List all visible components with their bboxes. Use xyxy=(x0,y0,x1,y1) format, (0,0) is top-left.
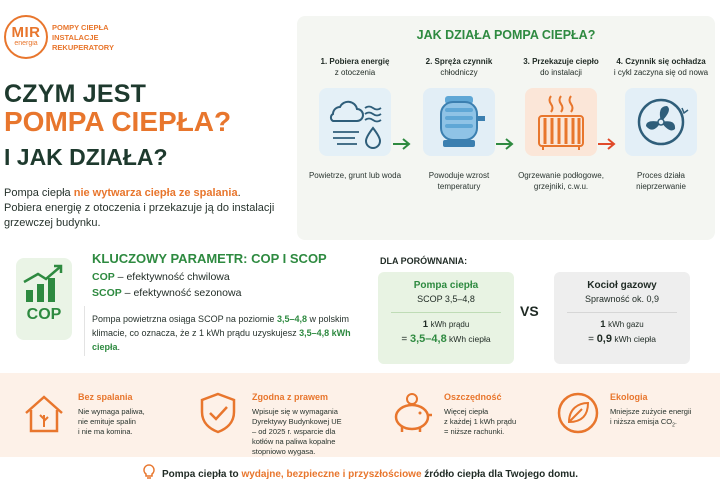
step-title xyxy=(305,56,405,82)
benefit-title: Zgodna z prawem xyxy=(252,392,329,402)
input-num: 1 xyxy=(600,319,606,330)
scop-text: – efektywność sezonowa xyxy=(121,287,242,299)
arrow-right-icon xyxy=(596,138,618,150)
shield-check-icon xyxy=(196,391,240,435)
comparison-title: DLA PORÓWNANIA: xyxy=(380,256,468,266)
card-output xyxy=(378,333,514,345)
benefit-line: Nie wymaga paliwa, xyxy=(78,407,145,416)
input-unit: kWh prądu xyxy=(430,320,470,329)
card-output xyxy=(554,333,690,345)
benefit-title: Bez spalania xyxy=(78,392,133,402)
card-subtitle: SCOP 3,5–4,8 xyxy=(417,294,475,304)
headline-line2: POMPA CIEPŁA? xyxy=(4,106,232,137)
cop-desc-a: Pompa powietrzna osiąga SCOP na poziomie xyxy=(92,314,277,324)
footer-tagline xyxy=(0,464,720,480)
intro-text-b: . xyxy=(237,187,241,199)
step-title-rest: chłodniczy xyxy=(440,68,478,77)
brand-logo xyxy=(4,15,48,59)
step-title-rest: do instalacji xyxy=(540,68,582,77)
benefit-line-text: i niższa emisja CO xyxy=(610,417,673,426)
headline-line3: I JAK DZIAŁA? xyxy=(4,144,168,170)
cop-chart-icon xyxy=(14,256,74,342)
benefit-line: Mniejsze zużycie energii xyxy=(610,407,692,416)
card-title: Pompa ciepła xyxy=(413,280,479,291)
benefit-text xyxy=(78,407,145,437)
house-icon xyxy=(22,391,66,435)
logo-mark: MIR xyxy=(11,24,41,41)
input-unit: kWh gazu xyxy=(608,320,644,329)
step-title-num: 2. Spręża czynnik xyxy=(425,57,493,66)
output-num: 3,5–4,8 xyxy=(409,333,447,345)
radiator-icon xyxy=(525,88,597,156)
benefits-strip xyxy=(0,373,720,457)
cop-text: – efektywność chwilowa xyxy=(114,271,230,283)
card-title: Kocioł gazowy xyxy=(587,280,657,291)
step-2 xyxy=(409,56,509,192)
step-4 xyxy=(611,56,711,192)
benefit-line xyxy=(610,417,691,431)
logo-tagline xyxy=(52,23,114,53)
step-icon-box xyxy=(319,88,391,156)
footer-text-a: Pompa ciepła to xyxy=(161,469,242,480)
step-icon-box xyxy=(525,88,597,156)
intro-text xyxy=(4,186,284,231)
card-subtitle: Sprawność ok. 0,9 xyxy=(584,294,660,304)
benefit-line: kotłów na paliwa kopalne xyxy=(252,437,336,446)
how-it-works-panel xyxy=(297,16,715,240)
step-title xyxy=(611,56,711,82)
benefit-line: Więcej ciepła xyxy=(444,407,489,416)
lightbulb-icon xyxy=(142,464,156,480)
step-desc: Powoduje wzrost temperatury xyxy=(428,171,490,191)
heat-pump-card xyxy=(378,272,514,364)
benefit-line-end: . xyxy=(674,417,677,426)
step-3 xyxy=(511,56,611,192)
benefit-line: i nie ma komina. xyxy=(78,427,133,436)
divider xyxy=(84,306,85,356)
cop-definition xyxy=(92,271,230,283)
arrow-right-icon xyxy=(391,138,413,150)
step-title xyxy=(409,56,509,82)
benefit-line: – od 2025 r. wsparcie dla xyxy=(252,427,336,436)
step-title-num: 4. Czynnik się ochładza xyxy=(616,57,706,66)
vs-label: VS xyxy=(520,303,539,319)
fan-icon xyxy=(625,88,697,156)
step-title-num: 3. Przekazuje ciepło xyxy=(523,57,599,66)
logo-line: POMPY CIEPŁA xyxy=(52,23,109,32)
benefit-line: Dyrektywy Budynkowej UE xyxy=(252,417,342,426)
step-title xyxy=(511,56,611,82)
intro-text-c: Pobiera energię z otoczenia i przekazuje ją do instalacji grzewczej budynku. xyxy=(4,202,275,229)
benefit-title: Ekologia xyxy=(610,392,648,402)
scop-key: SCOP xyxy=(92,287,122,299)
step-desc: Ogrzewanie podłogowe, grzejniki, c.w.u. xyxy=(518,171,604,191)
leaf-icon xyxy=(556,391,600,435)
step-title-rest: i cykl zaczyna się od nowa xyxy=(613,68,709,77)
benefit-text xyxy=(444,407,516,437)
cop-icon-label: COP xyxy=(26,306,62,323)
intro-text-a: Pompa ciepła xyxy=(4,187,74,199)
output-unit: kWh ciepła xyxy=(446,334,491,344)
benefit-line: nie emituje spalin xyxy=(78,417,136,426)
benefit-line: = niższe rachunki. xyxy=(444,427,505,436)
cop-title: KLUCZOWY PARAMETR: COP I SCOP xyxy=(92,251,327,266)
benefit-line: stopniowo wygasa. xyxy=(252,447,316,456)
step-title-rest: z otoczenia xyxy=(334,68,376,77)
step-icon-box xyxy=(625,88,697,156)
step-icon-box xyxy=(423,88,495,156)
footer-text-b: źródło ciepła dla Twojego domu. xyxy=(421,469,579,480)
benefit-line: z każdej 1 kWh prądu xyxy=(444,417,517,426)
step-desc: Proces działa nieprzerwanie xyxy=(636,171,686,191)
step-1 xyxy=(305,56,405,181)
benefit-text xyxy=(610,407,691,431)
cop-key: COP xyxy=(92,271,115,283)
headline-line1: CZYM JEST xyxy=(4,80,147,108)
input-num: 1 xyxy=(422,319,428,330)
equals: = xyxy=(588,334,597,345)
cop-desc-range: 3,5–4,8 xyxy=(276,314,307,324)
benefit-text xyxy=(252,407,342,457)
scop-definition xyxy=(92,287,241,299)
logo-line: INSTALACJE xyxy=(52,33,99,42)
benefit-title: Oszczędność xyxy=(444,392,502,402)
equals: = xyxy=(401,334,410,345)
piggy-bank-icon xyxy=(390,391,434,435)
air-water-icon xyxy=(319,88,391,156)
benefit-line: Wpisuje się w wymagania xyxy=(252,407,338,416)
card-separator xyxy=(391,312,501,313)
intro-accent: nie wytwarza ciepła ze spalania xyxy=(73,187,238,199)
compressor-icon xyxy=(423,88,495,156)
output-unit: kWh ciepła xyxy=(611,334,656,344)
output-num: 0,9 xyxy=(596,333,612,345)
cop-desc-c: . xyxy=(117,342,121,352)
logo-line: REKUPERATORY xyxy=(52,43,114,52)
co2-subscript: 2 xyxy=(672,422,675,429)
logo-sub: energia xyxy=(14,40,38,47)
gas-boiler-card xyxy=(554,272,690,364)
card-separator xyxy=(567,312,677,313)
footer-accent: wydajne, bezpieczne i przyszłościowe xyxy=(241,469,422,480)
cop-desc-result: 3,5–4,8 kWh ciepła xyxy=(92,328,351,352)
card-input xyxy=(378,319,514,330)
cop-description xyxy=(92,312,362,354)
card-input xyxy=(554,319,690,330)
cop-desc-b: w polskim klimacie, co oznacza, że z 1 kWh prądu uzyskujesz xyxy=(92,314,349,338)
how-it-works-title: JAK DZIAŁA POMPA CIEPŁA? xyxy=(416,28,596,42)
arrow-right-icon xyxy=(494,138,516,150)
step-title-num: 1. Pobiera energię xyxy=(320,57,390,66)
step-desc: Powietrze, grunt lub woda xyxy=(308,171,402,180)
